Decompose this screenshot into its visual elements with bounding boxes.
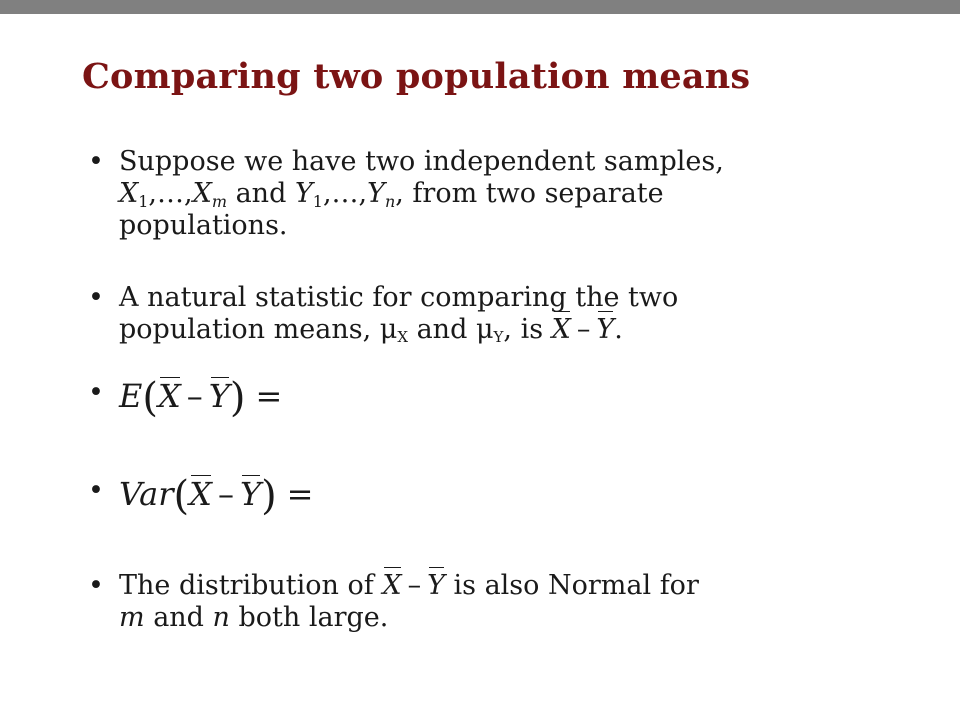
minus-sign: –: [407, 570, 422, 601]
bullet-1-line-1: Suppose we have two independent samples,: [119, 146, 724, 177]
equals-sign: =: [255, 377, 283, 415]
bullet-5-line-1: [119, 570, 699, 602]
bullet-5-start: The distribution of: [119, 570, 383, 601]
subscript-m: m: [211, 192, 227, 211]
slide-title: Comparing two population means: [82, 56, 751, 97]
right-paren: ): [261, 473, 277, 519]
and-text: and: [144, 602, 213, 633]
bullet-dot: •: [88, 377, 104, 408]
top-bar: [0, 0, 960, 14]
ellipsis: ,…,: [322, 178, 368, 209]
y-bar: Y: [239, 475, 262, 513]
var-y: Y: [367, 178, 385, 209]
expectation-formula: [119, 375, 283, 421]
subscript-n: n: [384, 192, 396, 211]
right-paren: ): [229, 375, 246, 421]
xbar-minus-ybar: [552, 314, 615, 346]
x-bar: X: [189, 475, 212, 513]
ellipsis: ,…,: [148, 178, 193, 209]
bullet-1-line-3: populations.: [119, 210, 288, 241]
equals-sign: =: [286, 475, 314, 513]
subscript-x: X: [397, 328, 408, 346]
minus-sign: –: [186, 377, 203, 415]
bullet-dot: •: [88, 146, 104, 177]
left-paren: (: [173, 473, 190, 519]
period: .: [614, 314, 623, 345]
subscript-y: Y: [493, 328, 504, 346]
x-bar: X: [551, 314, 571, 345]
mu-symbol: μ: [379, 314, 398, 345]
x-bar: X: [157, 377, 181, 415]
xbar-minus-ybar: [382, 570, 445, 602]
bullet-2-line-1: A natural statistic for comparing the two: [119, 282, 679, 313]
bullet-dot: •: [88, 570, 104, 601]
bullet-1-line-2-tail: , from two separate: [395, 178, 664, 209]
and-text: and: [408, 314, 476, 345]
bullet-5-line-2-end: both large.: [229, 602, 389, 633]
bullet-1-line-2: [119, 178, 724, 210]
x-bar: X: [382, 570, 402, 601]
var-x: X: [192, 178, 212, 209]
var-m: m: [119, 602, 145, 633]
bullet-dot: •: [88, 475, 104, 506]
bullet-2-line-2: [119, 314, 678, 346]
subscript-1: 1: [138, 192, 149, 211]
e-symbol: E: [119, 377, 143, 415]
and-text: and: [227, 178, 295, 209]
var-symbol: Var: [119, 475, 174, 513]
bullet-2-line-2-start: population means,: [119, 314, 380, 345]
bullet-5-line-2: [119, 602, 699, 634]
subscript-1: 1: [312, 192, 323, 211]
left-paren: (: [142, 375, 158, 421]
bullet-5-end: is also Normal for: [444, 570, 699, 601]
bullet-dot: •: [88, 282, 104, 313]
minus-sign: –: [576, 314, 591, 345]
is-text: , is: [503, 314, 552, 345]
y-bar: Y: [427, 570, 445, 601]
y-bar: Y: [596, 314, 615, 345]
y-bar: Y: [208, 377, 230, 415]
mu-symbol: μ: [475, 314, 494, 345]
variance-formula: [119, 473, 314, 519]
var-x: X: [119, 178, 139, 209]
var-y: Y: [294, 178, 313, 209]
var-n: n: [212, 602, 230, 633]
minus-sign: –: [217, 475, 234, 513]
